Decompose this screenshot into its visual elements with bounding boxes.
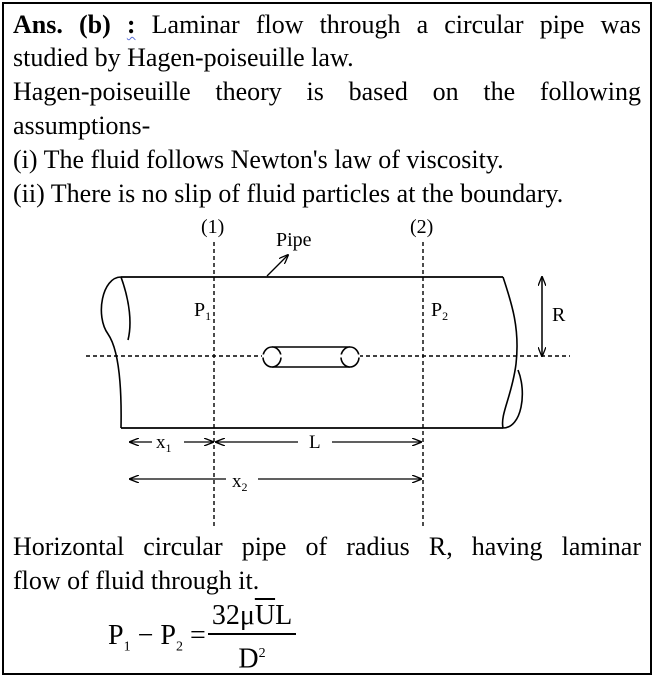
pipe-label: Pipe xyxy=(276,229,312,251)
pipe-left-break-inner xyxy=(121,277,130,340)
section-2-label: (2) xyxy=(410,216,434,238)
description-line-1: Horizontal circular pipe of radius R, having laminar xyxy=(13,532,641,561)
intro-line-4: assumptions- xyxy=(13,111,151,140)
x2-label: $x_2$ xyxy=(232,471,248,494)
length-label: L xyxy=(309,432,321,453)
formula-lhs: $P_1 - P_2$ = xyxy=(108,620,206,655)
x1-label: $x_1$ xyxy=(156,432,172,455)
p1-label: $P_1$ xyxy=(194,299,212,323)
formula-fraction xyxy=(208,600,296,676)
description-line-2: flow of fluid through it. xyxy=(13,566,260,595)
intro-line-2: studied by Hagen-poiseuille law. xyxy=(13,43,354,72)
section-1-label: (1) xyxy=(201,216,225,238)
assumption-1: (i) The fluid follows Newton's law of viscosity. xyxy=(13,145,504,174)
intro-line-1: Ans. (b) : Laminar flow through a circular pipe was xyxy=(13,10,642,39)
answer-card xyxy=(2,2,652,675)
pipe-arrow xyxy=(267,255,288,276)
radius-label: R xyxy=(552,304,566,326)
p2-label: $P_2$ xyxy=(431,299,449,323)
formula-denominator: $D^2$ xyxy=(238,643,266,675)
pipe-right-break xyxy=(503,277,518,428)
intro-line-3: Hagen-poiseuille theory is based on the following xyxy=(13,77,641,106)
formula-numerator: $32\mu\overline{U}L$ xyxy=(211,600,293,631)
answer-label: Ans. (b) : xyxy=(13,10,136,39)
pipe-left-break xyxy=(101,277,121,428)
assumption-2: (ii) There is no slip of fluid particles at the boundary. xyxy=(13,179,564,208)
formula-fraction-bar xyxy=(208,633,296,635)
